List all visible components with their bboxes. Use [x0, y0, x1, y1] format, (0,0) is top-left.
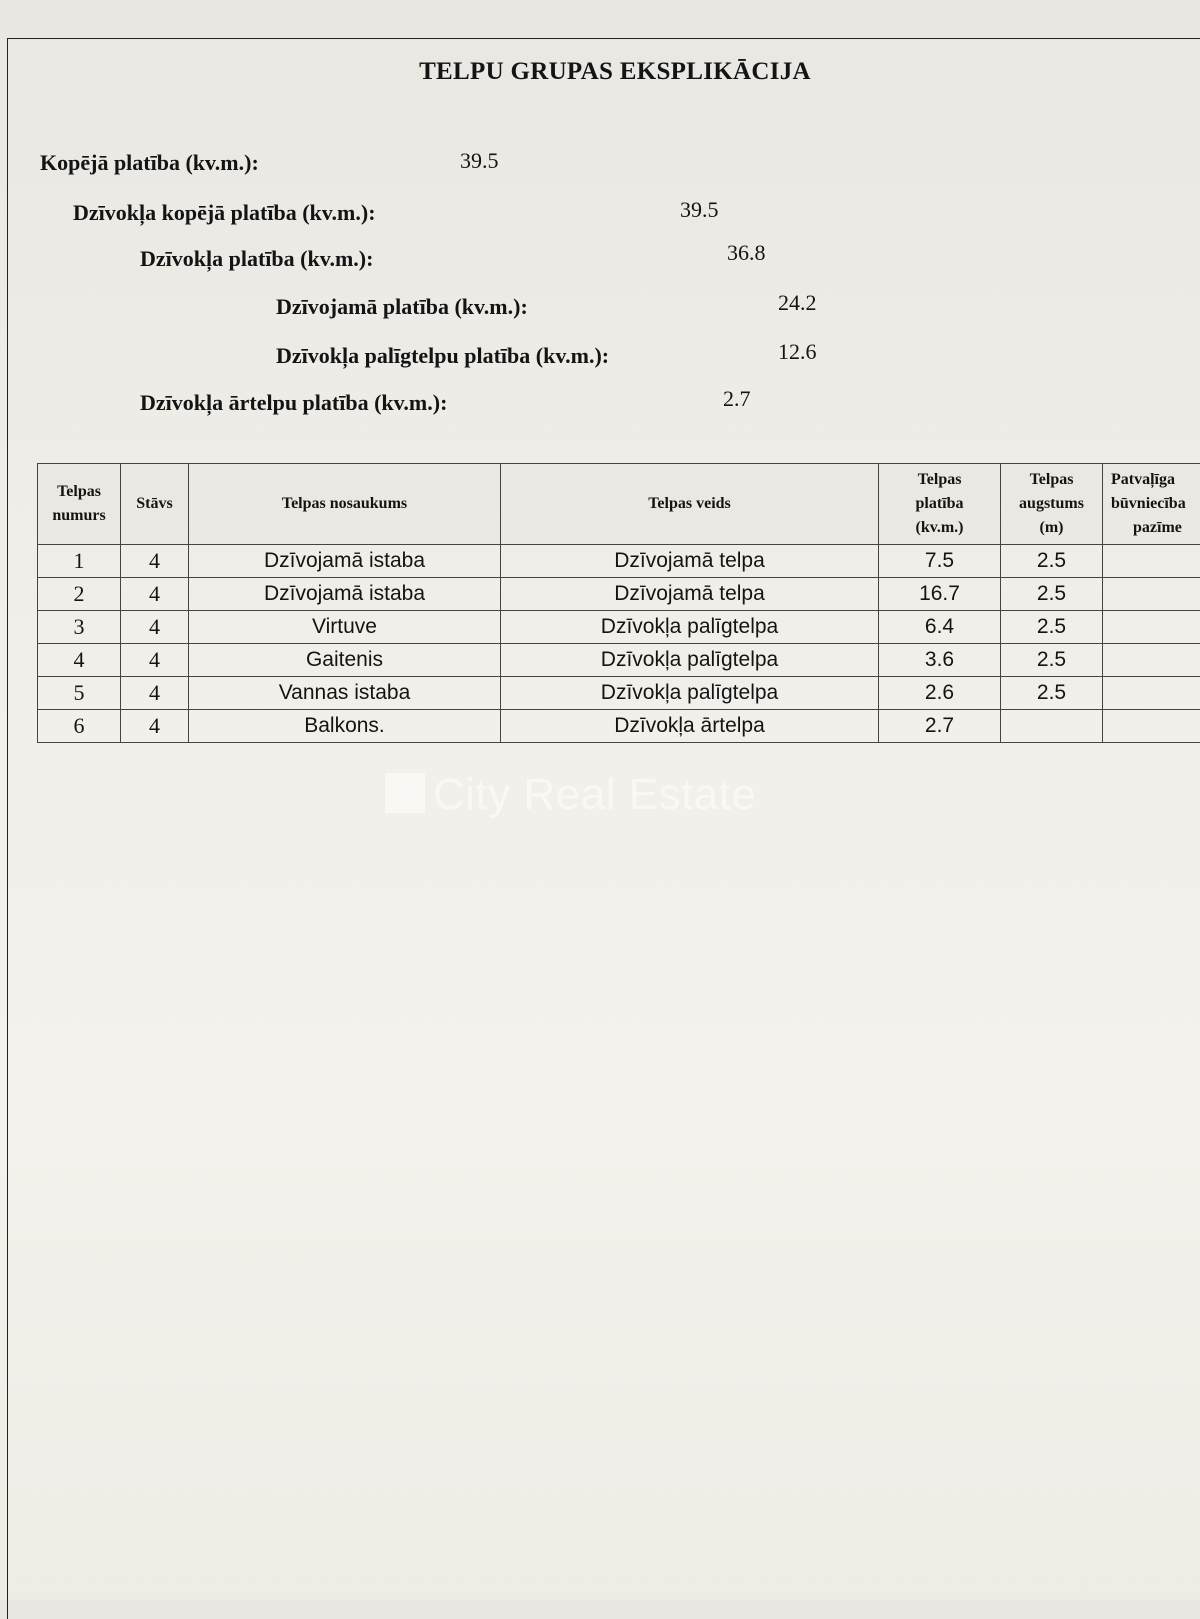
header-room-area-line-3: (kv.m.) [916, 519, 964, 536]
table-row [38, 677, 1200, 710]
header-room-height [1001, 464, 1103, 545]
summary-label-apartment-total-area: Dzīvokļa kopējā platība (kv.m.): [73, 200, 376, 226]
cell-room-type: Dzīvojamā telpa [501, 578, 879, 611]
summary-label-outdoor-area: Dzīvokļa ārtelpu platība (kv.m.): [140, 390, 447, 416]
header-room-height-line-3: (m) [1040, 519, 1064, 536]
cell-room-type: Dzīvokļa palīgtelpa [501, 611, 879, 644]
cell-room-area: 16.7 [879, 578, 1001, 611]
cell-unauthorized [1103, 677, 1200, 710]
cell-room-height: 2.5 [1001, 578, 1103, 611]
header-unauthorized-line-1: Patvaļīga [1111, 471, 1175, 488]
table-row [38, 644, 1200, 677]
cell-room-number: 5 [38, 677, 121, 710]
cell-floor: 4 [121, 710, 189, 743]
cell-unauthorized [1103, 611, 1200, 644]
room-explication-table [37, 463, 1200, 743]
header-room-number-line-2: numurs [52, 507, 105, 524]
cell-room-name: Dzīvojamā istaba [189, 545, 501, 578]
cell-floor: 4 [121, 644, 189, 677]
header-room-type [501, 464, 879, 545]
header-room-name [189, 464, 501, 545]
header-room-name-label: Telpas nosaukums [282, 495, 407, 512]
watermark-text: City Real Estate [433, 770, 756, 819]
table-row [38, 578, 1200, 611]
cell-room-number: 2 [38, 578, 121, 611]
cell-floor: 4 [121, 677, 189, 710]
summary-value-outdoor-area: 2.7 [723, 386, 751, 412]
cell-room-name: Balkons. [189, 710, 501, 743]
table-row [38, 545, 1200, 578]
summary-value-auxiliary-area: 12.6 [778, 339, 817, 365]
cell-floor: 4 [121, 545, 189, 578]
cell-unauthorized [1103, 644, 1200, 677]
header-room-area-line-1: Telpas [918, 471, 962, 488]
cell-room-type: Dzīvokļa ārtelpa [501, 710, 879, 743]
cell-room-type: Dzīvokļa palīgtelpa [501, 644, 879, 677]
cell-room-area: 2.6 [879, 677, 1001, 710]
cell-room-name: Virtuve [189, 611, 501, 644]
cell-unauthorized [1103, 545, 1200, 578]
cell-room-type: Dzīvokļa palīgtelpa [501, 677, 879, 710]
cell-room-height [1001, 710, 1103, 743]
document-title: TELPU GRUPAS EKSPLIKĀCIJA [0, 58, 1200, 86]
cell-room-height: 2.5 [1001, 677, 1103, 710]
cell-room-height: 2.5 [1001, 611, 1103, 644]
summary-label-auxiliary-area: Dzīvokļa palīgtelpu platība (kv.m.): [276, 343, 609, 369]
cell-room-number: 6 [38, 710, 121, 743]
cell-room-area: 2.7 [879, 710, 1001, 743]
cell-floor: 4 [121, 578, 189, 611]
table-header-row [38, 464, 1200, 545]
cell-unauthorized [1103, 578, 1200, 611]
summary-value-apartment-area: 36.8 [727, 240, 766, 266]
cell-room-height: 2.5 [1001, 644, 1103, 677]
document-page [7, 38, 1200, 1619]
cell-room-name: Gaitenis [189, 644, 501, 677]
cell-room-area: 3.6 [879, 644, 1001, 677]
cell-room-name: Dzīvojamā istaba [189, 578, 501, 611]
header-floor [121, 464, 189, 545]
header-room-area-line-2: platība [915, 495, 963, 512]
cell-floor: 4 [121, 611, 189, 644]
summary-label-total-area: Kopējā platība (kv.m.): [40, 150, 259, 176]
table-row [38, 710, 1200, 743]
cell-room-height: 2.5 [1001, 545, 1103, 578]
cell-room-number: 4 [38, 644, 121, 677]
cell-room-name: Vannas istaba [189, 677, 501, 710]
summary-value-total-area: 39.5 [460, 148, 499, 174]
table-row [38, 611, 1200, 644]
cell-room-number: 3 [38, 611, 121, 644]
cell-room-area: 7.5 [879, 545, 1001, 578]
header-unauthorized-line-2: būvniecība [1111, 495, 1186, 512]
cell-room-number: 1 [38, 545, 121, 578]
header-room-height-line-1: Telpas [1030, 471, 1074, 488]
header-room-height-line-2: augstums [1019, 495, 1084, 512]
header-room-type-label: Telpas veids [648, 495, 731, 512]
header-room-number-line-1: Telpas [57, 483, 101, 500]
cell-room-type: Dzīvojamā telpa [501, 545, 879, 578]
summary-value-apartment-total-area: 39.5 [680, 197, 719, 223]
header-room-area [879, 464, 1001, 545]
header-room-number [38, 464, 121, 545]
summary-label-apartment-area: Dzīvokļa platība (kv.m.): [140, 246, 373, 272]
watermark [385, 770, 756, 820]
cell-room-area: 6.4 [879, 611, 1001, 644]
header-unauthorized-construction [1103, 464, 1200, 545]
header-unauthorized-line-3: pazīme [1111, 519, 1182, 536]
summary-value-living-area: 24.2 [778, 290, 817, 316]
header-floor-label: Stāvs [136, 495, 172, 512]
watermark-logo-icon [385, 773, 425, 813]
summary-label-living-area: Dzīvojamā platība (kv.m.): [276, 294, 528, 320]
cell-unauthorized [1103, 710, 1200, 743]
